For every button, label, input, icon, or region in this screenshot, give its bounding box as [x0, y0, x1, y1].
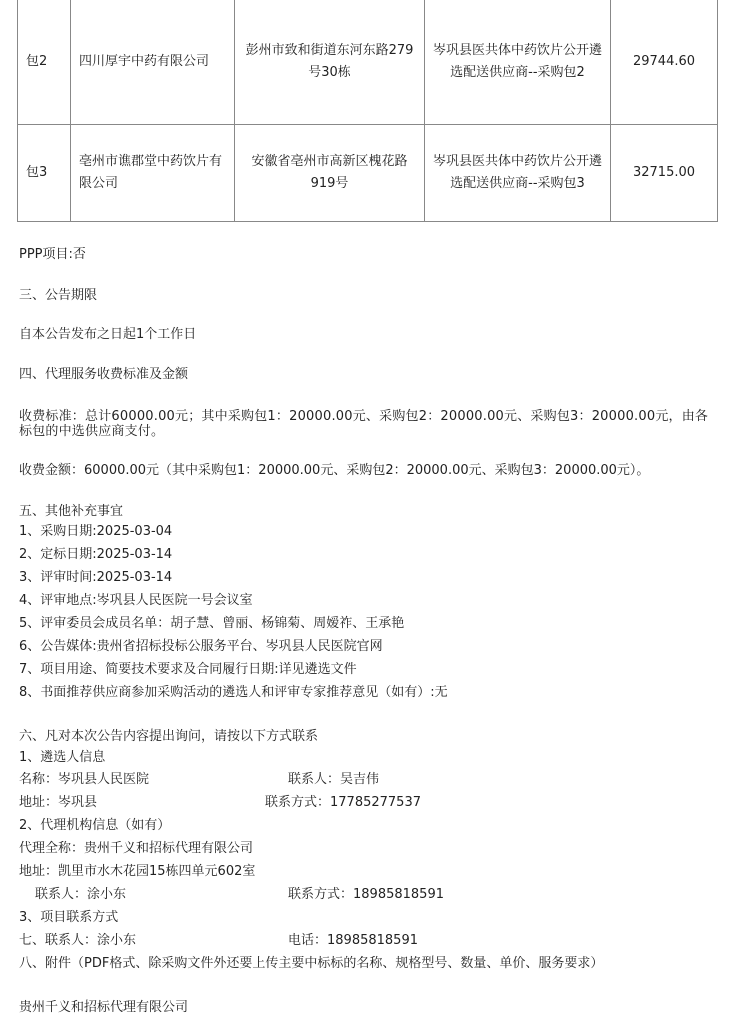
agent-contact: 联系人：涂小东: [35, 887, 127, 902]
buyer-phone: 联系方式：17785277537: [265, 795, 421, 810]
list-item: 4、评审地点:岑巩县人民医院一号会议室: [19, 593, 253, 608]
ppp-line: PPP项目:否: [19, 247, 86, 262]
section-4-title: 四、代理服务收费标准及金额: [19, 367, 189, 382]
list-item: 3、评审时间:2025-03-14: [19, 570, 173, 585]
fee-standard: 收费标准：总计60000.00元；其中采购包1：20000.00元、采购包2：20000.00元、采购包3：20000.00元，由各标包的中选供应商支付。: [19, 409, 709, 439]
fee-amount: 收费金额：60000.00元（其中采购包1：20000.00元、采购包2：20000.00元、采购包3：20000.00元）。: [19, 463, 650, 478]
buyer-name: 名称：岑巩县人民医院: [19, 772, 150, 787]
project-contact-heading: 3、项目联系方式: [19, 910, 119, 925]
section-3-text: 自本公告发布之日起1个工作日: [19, 327, 197, 342]
list-item: 1、采购日期:2025-03-04: [19, 524, 173, 539]
buyer-address: 地址：岑巩县: [19, 795, 98, 810]
section-7-phone: 电话：18985818591: [288, 933, 418, 948]
buyer-contact: 联系人：吴吉伟: [288, 772, 380, 787]
table-row: [18, 0, 718, 125]
agent-phone: 联系方式：18985818591: [288, 887, 444, 902]
footer-company: 贵州千义和招标代理有限公司: [19, 1000, 189, 1015]
agent-info-heading: 2、代理机构信息（如有）: [19, 818, 171, 833]
amount-cell: 29744.60: [611, 0, 718, 125]
agent-full-name: 代理全称：贵州千义和招标代理有限公司: [19, 841, 254, 856]
list-item: 2、定标日期:2025-03-14: [19, 547, 173, 562]
section-6-title: 六、凡对本次公告内容提出询问，请按以下方式联系: [19, 729, 319, 744]
list-item: 5、评审委员会成员名单：胡子慧、曾丽、杨锦菊、周嫒祚、王承艳: [19, 616, 405, 631]
section-5-title: 五、其他补充事宜: [19, 504, 124, 519]
amount-cell: 32715.00: [611, 125, 718, 222]
list-item: 8、书面推荐供应商参加采购活动的遴选人和评审专家推荐意见（如有）:无: [19, 685, 448, 700]
package-cell: 包2: [18, 0, 71, 125]
agent-address: 地址：凯里市水木花园15栋四单元602室: [19, 864, 256, 879]
results-table: [17, 0, 718, 222]
company-cell: 亳州市谯郡堂中药饮片有限公司: [71, 125, 235, 222]
project-cell: 岑巩县医共体中药饮片公开遴选配送供应商--采购包2: [425, 0, 611, 125]
table-row: [18, 125, 718, 222]
list-item: 6、公告媒体:贵州省招标投标公服务平台、岑巩县人民医院官网: [19, 639, 383, 654]
section-8-attachment: 八、附件（PDF格式、除采购文件外还要上传主要中标标的名称、规格型号、数量、单价、服务要求）: [19, 956, 604, 971]
company-cell: 四川厚宇中药有限公司: [71, 0, 235, 125]
package-cell: 包3: [18, 125, 71, 222]
section-3-title: 三、公告期限: [19, 288, 98, 303]
buyer-info-heading: 1、遴选人信息: [19, 750, 106, 765]
section-7-contact: 七、联系人：涂小东: [19, 933, 137, 948]
project-cell: 岑巩县医共体中药饮片公开遴选配送供应商--采购包3: [425, 125, 611, 222]
address-cell: 安徽省亳州市高新区槐花路919号: [235, 125, 425, 222]
address-cell: 彭州市致和街道东河东路279号30栋: [235, 0, 425, 125]
list-item: 7、项目用途、简要技术要求及合同履行日期:详见遴选文件: [19, 662, 357, 677]
